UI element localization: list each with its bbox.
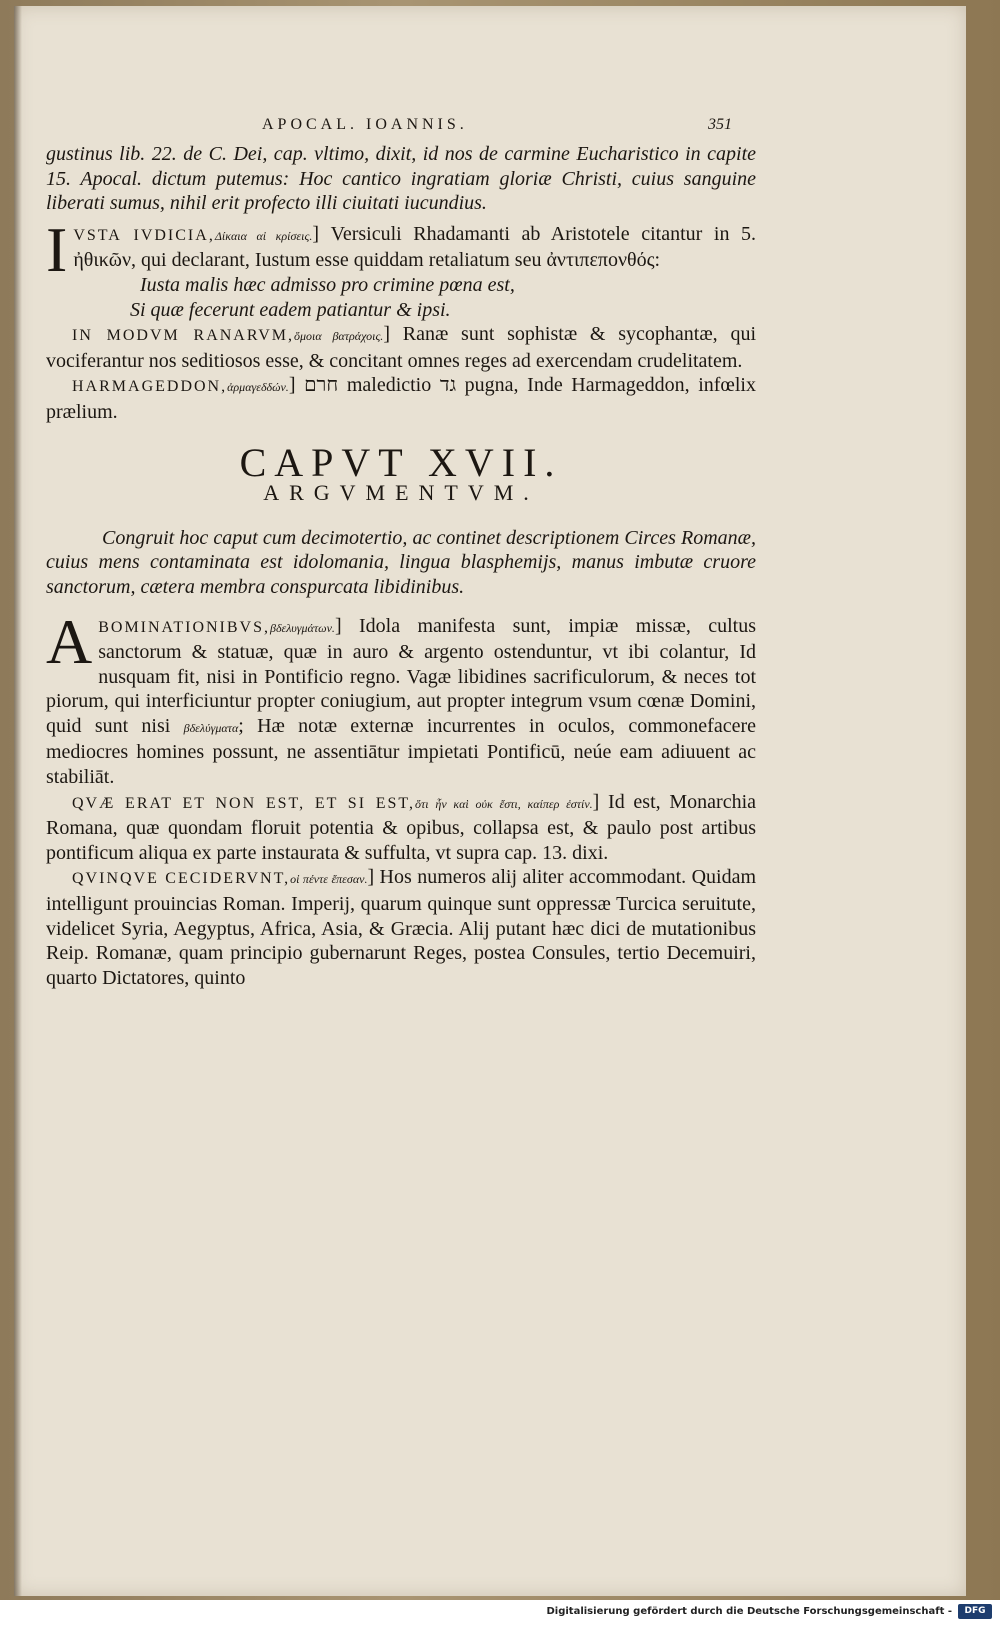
lemma: IN MODVM RANARVM, — [72, 327, 295, 345]
running-head — [262, 116, 732, 134]
digitization-footer — [0, 1600, 1000, 1625]
spine-shadow — [14, 6, 22, 1596]
commentary-text: ] Id est, Monarchia Romana, quæ quondam floruit potentia & opibus, collapsa est, & paulo post artibus pontificum aliqua ex parte instaurata & suffulta, vt supra cap. 13. dixi. — [46, 790, 756, 864]
lemma: VSTA IVDICIA, — [73, 226, 215, 244]
argument-text: Congruit hoc caput cum decimotertio, ac continet descriptionem Circes Romanæ, cuius mens contaminata est idolomania, lingua blasphemijs, manus imbutæ cruore sanctorum, cætera membra conspurcata libidinibus. — [46, 526, 756, 598]
verse-line-2: Si quæ fecerunt eadem patiantur & ipsi. — [130, 298, 451, 321]
greek-gloss: ἁρμαγεδδών. — [227, 380, 289, 395]
lemma: QVÆ ERAT ET NON EST, ET SI EST, — [72, 794, 416, 812]
commentary-text: ; Hæ notæ externæ incurrentes in oculos, commonefacere mediocres homines possunt, ne assentiātur impietati Pontificū, neúe eam adiuuent ac stabiliāt. — [46, 714, 757, 789]
commentary-text: ] Idola manifesta sunt, impiæ missæ, cultus sanctorum & statuæ, quæ in auro & argento ostenduntur, vt ibi colantur, Id nusquam fit, nisi in Pontificio regno. Vagæ libidines sacrificulorum, & neces tot piorum, qui interficiuntur propter coniugium, aut propter integrum vsum cœnæ Domini, quid sunt nisi — [46, 614, 756, 737]
commentary-text: ] Hos numeros alij aliter accommodant. Quidam intelligunt prouincias Roman. Imperij, quarum quinque sunt oppressæ Turcica seruitute, videlicet Syria, Aegyptus, Africa, Asia, & Græcia. Alij putant hæc dici de mutationibus Reip. Romanæ, quam principio gubernarunt Reges, postea Consules, tertio Decemuiri, quarto Dictatores, quinto — [46, 866, 757, 989]
commentary-text: ] Ranæ sunt sophistæ & sycophantæ, qui vociferantur nos seditiosos esse, & concitant omnes reges ad exercendam crudelitatem. — [46, 323, 756, 372]
running-head-title: APOCAL. IOANNIS. — [262, 116, 468, 133]
paragraph-quae-erat — [46, 790, 756, 866]
argument-heading: ARGVMENTVM. — [263, 480, 539, 506]
book-page — [14, 6, 966, 1596]
greek-gloss: βδελυγμάτων. — [270, 620, 335, 635]
paragraph-abominationibus — [46, 605, 757, 790]
greek-gloss: Δίκαια αἱ κρίσεις. — [214, 228, 313, 243]
lemma: BOMINATIONIBVS, — [98, 618, 270, 636]
commentary-text: ] Versiculi Rhadamanti ab Aristotele citantur in 5. ἠθικῶν, qui declarant, Iustum esse quiddam retaliatum seu ἀντιπεπονθός: — [73, 222, 757, 272]
commentary-text: ] חרם maledictio גד pugna, Inde Harmageddon, infœlix prælium. — [46, 374, 756, 423]
paragraph-harmageddon — [46, 373, 756, 424]
dfg-logo-icon: DFG — [958, 1604, 992, 1619]
page-number: 351 — [708, 116, 732, 133]
paragraph-quinque-ceciderunt — [46, 865, 756, 990]
lemma: HARMAGEDDON, — [72, 378, 228, 396]
greek-gloss: ὅτι ἦν καὶ οὐκ ἔστι, καίπερ ἐστίν. — [415, 796, 593, 811]
greek-gloss: οἱ πέντε ἔπεσαν. — [290, 872, 368, 887]
lemma: QVINQVE CECIDERVNT, — [72, 870, 291, 888]
greek-gloss: ὅμοια βατράχοις. — [294, 329, 384, 344]
initial-letter: I — [46, 213, 68, 285]
text-block — [46, 142, 756, 990]
greek-gloss: βδελύγματα — [183, 720, 239, 735]
verse-line-1: Iusta malis hæc admisso pro crimine pœna est, — [140, 273, 515, 296]
chapter-title: CAPVT XVII. — [239, 439, 563, 485]
funding-credit: Digitalisierung gefördert durch die Deutsche Forschungsgemeinschaft - — [546, 1606, 952, 1617]
paragraph-continuation: gustinus lib. 22. de C. Dei, cap. vltimo, dixit, id nos de carmine Eucharistico in capite 15. Apocal. dictum putemus: Hoc cantico ingratiam gloriæ Christi, cuius sanguine liberati sumus, nihil erit profecto illi ciuitati iucundius. — [46, 143, 756, 215]
initial-letter: A — [46, 605, 93, 677]
paragraph-in-modum-ranarum — [46, 322, 756, 373]
